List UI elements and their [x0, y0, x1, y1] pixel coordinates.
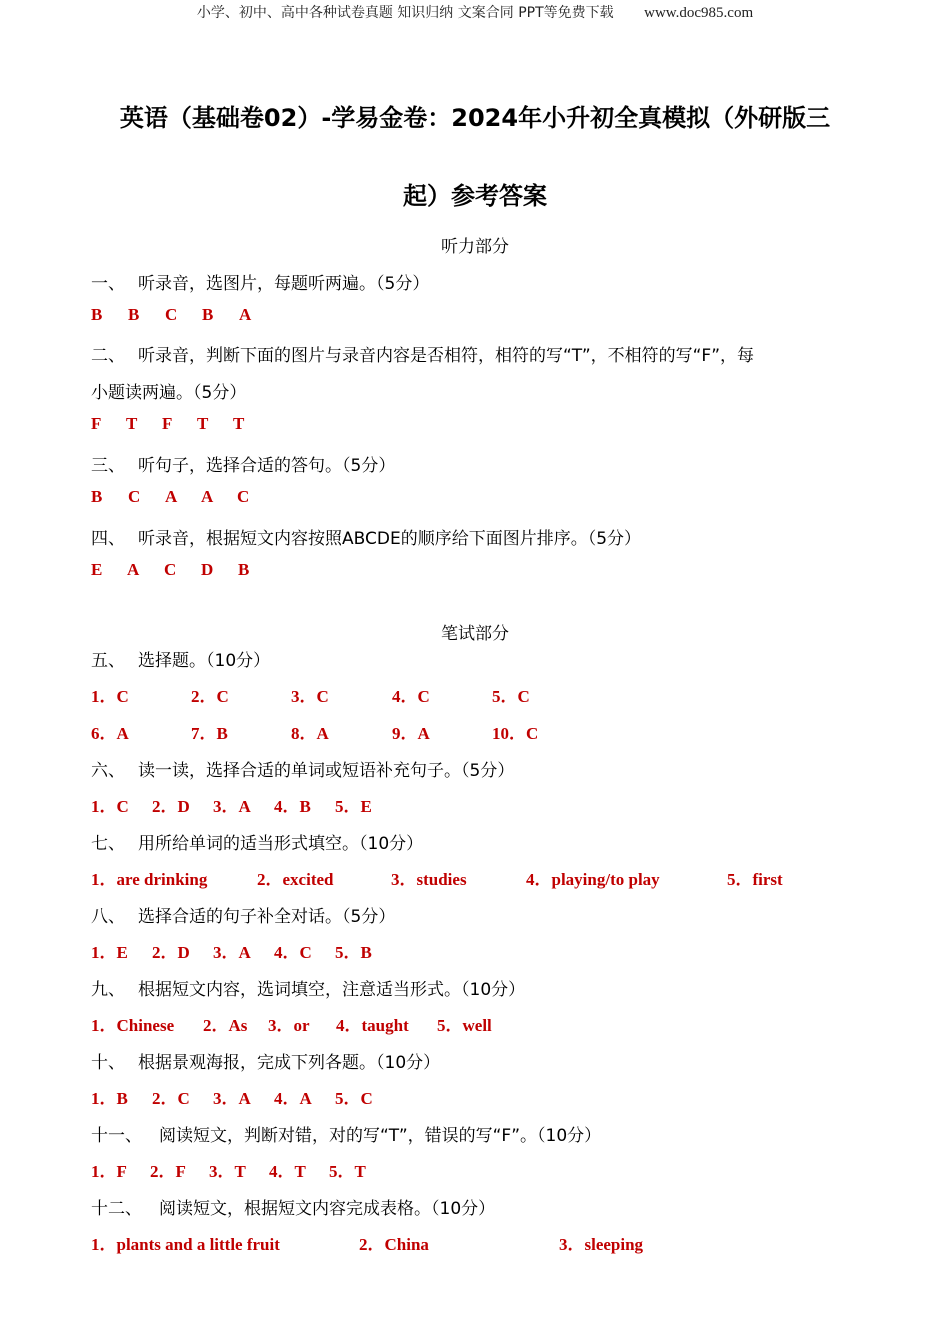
- answer: 3．A: [213, 797, 251, 816]
- question-10: [91, 1048, 440, 1073]
- answer: 1．are drinking: [91, 870, 208, 889]
- answer: 1．plants and a little fruit: [91, 1235, 280, 1254]
- answer: 2．China: [359, 1235, 429, 1254]
- answer: C: [164, 560, 177, 579]
- answer: 3．T: [209, 1162, 246, 1181]
- answer: 5．E: [335, 797, 372, 816]
- answer: T: [197, 414, 209, 433]
- title-line-2: 起）参考答案: [403, 182, 547, 210]
- answer: E: [91, 560, 103, 579]
- question-5: [91, 646, 270, 671]
- answer: 5．well: [437, 1016, 492, 1035]
- question-8: [91, 902, 395, 927]
- question-3: [91, 451, 395, 476]
- answer: 2．excited: [257, 870, 334, 889]
- question-number: 八、: [91, 907, 125, 927]
- answer: B: [91, 305, 103, 324]
- answer: T: [233, 414, 245, 433]
- answer: 5．first: [727, 870, 783, 889]
- question-number: 九、: [91, 980, 125, 1000]
- answer: 7．B: [191, 724, 228, 743]
- answer: 5．C: [492, 687, 530, 706]
- answer: B: [91, 487, 103, 506]
- title-line-1: 英语（基础卷02）-学易金卷：2024年小升初全真模拟（外研版三: [119, 104, 831, 132]
- answer: 4．B: [274, 797, 311, 816]
- answer: F: [91, 414, 102, 433]
- question-number: 十一、: [91, 1126, 142, 1146]
- answer: T: [126, 414, 138, 433]
- question-2: [91, 341, 754, 366]
- answer: 10．C: [492, 724, 539, 743]
- answer: 2．D: [152, 797, 190, 816]
- question-text: 听录音，判断下面的图片与录音内容是否相符，相符的写“T”，不相符的写“F”，每: [138, 346, 755, 366]
- answer: 1．C: [91, 797, 129, 816]
- answer: B: [128, 305, 140, 324]
- answer: F: [162, 414, 173, 433]
- question-text: 选择题。（10分）: [138, 651, 271, 671]
- answer: 2．F: [150, 1162, 186, 1181]
- answer: 4．C: [274, 943, 312, 962]
- writing-heading: 笔试部分: [441, 624, 509, 644]
- answer: 4．taught: [336, 1016, 409, 1035]
- question-6: [91, 756, 514, 781]
- answer: C: [128, 487, 141, 506]
- question-number: 七、: [91, 834, 125, 854]
- answer: 9．A: [392, 724, 430, 743]
- answer: 2．C: [191, 687, 229, 706]
- answer: 3．C: [291, 687, 329, 706]
- question-7: [91, 829, 423, 854]
- question-12: [91, 1194, 495, 1219]
- answer: 1．C: [91, 687, 129, 706]
- answer: 4．T: [269, 1162, 306, 1181]
- question-number: 二、: [91, 346, 125, 366]
- question-text: 根据景观海报，完成下列各题。（10分）: [138, 1053, 441, 1073]
- answer: 1．Chinese: [91, 1016, 175, 1035]
- answer: 3．sleeping: [559, 1235, 644, 1254]
- question-9: [91, 975, 525, 1000]
- question-4: [91, 524, 641, 549]
- answer: 6．A: [91, 724, 129, 743]
- answer: C: [237, 487, 250, 506]
- answer: D: [201, 560, 214, 579]
- answer: 2．C: [152, 1089, 190, 1108]
- question-number: 六、: [91, 761, 125, 781]
- answer: 3．or: [268, 1016, 310, 1035]
- question-number: 五、: [91, 651, 125, 671]
- answer: 4．C: [392, 687, 430, 706]
- question-number: 四、: [91, 529, 125, 549]
- answer: 1．F: [91, 1162, 127, 1181]
- answer: A: [165, 487, 178, 506]
- answer: A: [201, 487, 214, 506]
- answer: 5．T: [329, 1162, 366, 1181]
- answer: B: [202, 305, 214, 324]
- answer: 3．A: [213, 1089, 251, 1108]
- question-text: 阅读短文，根据短文内容完成表格。（10分）: [159, 1199, 496, 1219]
- answer: 8．A: [291, 724, 329, 743]
- question-text: 阅读短文，判断对错，对的写“T”，错误的写“F”。（10分）: [159, 1126, 602, 1146]
- answer: 1．B: [91, 1089, 128, 1108]
- question-text: 读一读，选择合适的单词或短语补充句子。（5分）: [138, 761, 515, 781]
- answer: 3．A: [213, 943, 251, 962]
- question-2-cont: 小题读两遍。（5分）: [91, 383, 247, 403]
- question-text: 听录音，根据短文内容按照ABCDE的顺序给下面图片排序。（5分）: [138, 529, 642, 549]
- answer: 5．B: [335, 943, 372, 962]
- answer: B: [238, 560, 250, 579]
- answer: 4．A: [274, 1089, 312, 1108]
- page-header: [0, 2, 950, 22]
- question-text: 听录音，选图片，每题听两遍。（5分）: [138, 274, 430, 294]
- header-site: www.doc985.com: [644, 5, 754, 21]
- answer: 2．As: [203, 1016, 248, 1035]
- question-text: 用所给单词的适当形式填空。（10分）: [138, 834, 424, 854]
- question-number: 十二、: [91, 1199, 142, 1219]
- answer: 4．playing/to play: [526, 870, 660, 889]
- header-text: 小学、初中、高中各种试卷真题 知识归纳 文案合同 PPT等免费下载: [196, 5, 614, 21]
- question-text: 听句子，选择合适的答句。（5分）: [138, 456, 396, 476]
- answer: 2．D: [152, 943, 190, 962]
- listening-heading: 听力部分: [441, 237, 509, 257]
- question-text: 根据短文内容，选词填空，注意适当形式。（10分）: [138, 980, 526, 1000]
- answer: A: [239, 305, 252, 324]
- question-number: 三、: [91, 456, 125, 476]
- answer: 1．E: [91, 943, 128, 962]
- question-text: 选择合适的句子补全对话。（5分）: [138, 907, 396, 927]
- question-1: [91, 269, 429, 294]
- question-number: 十、: [91, 1053, 125, 1073]
- answer: 5．C: [335, 1089, 373, 1108]
- question-number: 一、: [91, 274, 125, 294]
- answer: C: [165, 305, 178, 324]
- answer: A: [127, 560, 140, 579]
- question-11: [91, 1121, 601, 1146]
- answer: 3．studies: [391, 870, 467, 889]
